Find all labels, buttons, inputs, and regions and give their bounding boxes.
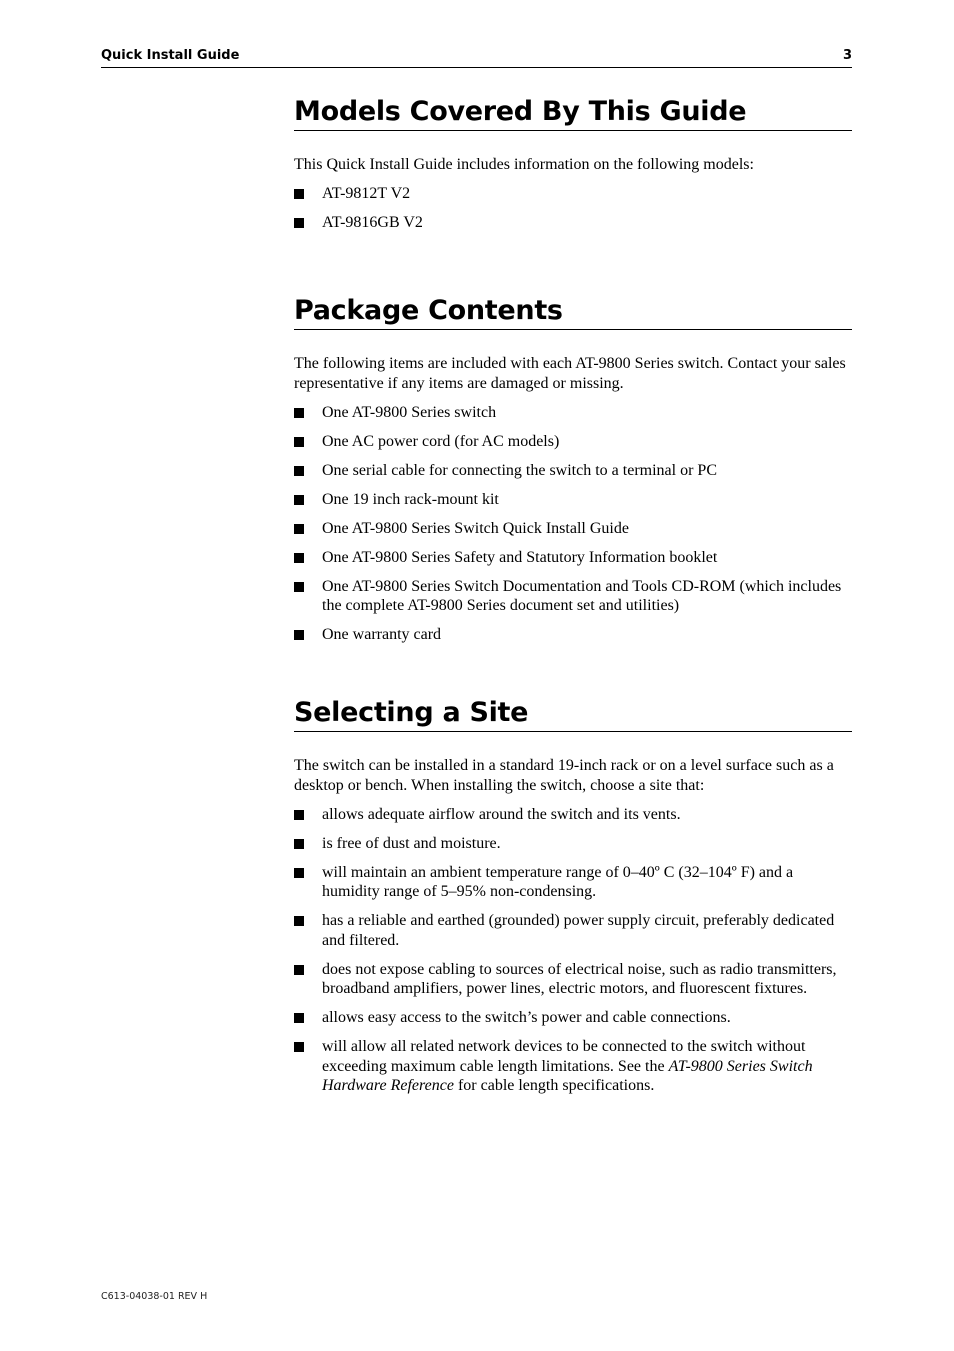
square-bullet-icon <box>294 868 304 878</box>
document-code: C613-04038-01 REV H <box>101 1291 208 1302</box>
models-heading: Models Covered By This Guide <box>294 96 852 131</box>
list-item: has a reliable and earthed (grounded) power supply circuit, preferably dedicated and filtered. <box>294 911 852 950</box>
square-bullet-icon <box>294 466 304 476</box>
section-models <box>294 96 852 233</box>
square-bullet-icon <box>294 1013 304 1023</box>
square-bullet-icon <box>294 437 304 447</box>
list-item: One 19 inch rack-mount kit <box>294 490 852 510</box>
list-item: One AT-9800 Series Safety and Statutory Information booklet <box>294 548 852 568</box>
models-list <box>294 184 852 233</box>
square-bullet-icon <box>294 495 304 505</box>
section-selecting-site <box>294 697 852 1096</box>
models-intro: This Quick Install Guide includes information on the following models: <box>294 156 754 174</box>
list-item: allows adequate airflow around the switch and its vents. <box>294 805 852 825</box>
square-bullet-icon <box>294 189 304 199</box>
page-content <box>294 96 852 1096</box>
running-header <box>101 48 852 68</box>
list-item: One AC power cord (for AC models) <box>294 432 852 452</box>
list-item: One AT-9800 Series Switch Quick Install Guide <box>294 519 852 539</box>
list-item: is free of dust and moisture. <box>294 834 852 854</box>
list-item: allows easy access to the switch’s power and cable connections. <box>294 1008 852 1028</box>
list-item: One AT-9800 Series switch <box>294 403 852 423</box>
square-bullet-icon <box>294 916 304 926</box>
square-bullet-icon <box>294 524 304 534</box>
square-bullet-icon <box>294 218 304 228</box>
list-item: AT-9812T V2 <box>294 184 852 204</box>
list-item: does not expose cabling to sources of electrical noise, such as radio transmitters, broadband amplifiers, power lines, electric motors, and fluorescent fixtures. <box>294 960 852 999</box>
square-bullet-icon <box>294 810 304 820</box>
square-bullet-icon <box>294 630 304 640</box>
site-intro: The switch can be installed in a standard 19-inch rack or on a level surface such as a desktop or bench. When installing the switch, choose a site that: <box>294 757 834 794</box>
list-item: One serial cable for connecting the switch to a terminal or PC <box>294 461 852 481</box>
list-item: One AT-9800 Series Switch Documentation and Tools CD-ROM (which includes the complete AT-9800 Series document set and utilities) <box>294 577 852 616</box>
list-item: will maintain an ambient temperature range of 0–40º C (32–104º F) and a humidity range of 5–95% non-condensing. <box>294 863 852 902</box>
square-bullet-icon <box>294 408 304 418</box>
page-number: 3 <box>842 48 852 63</box>
site-heading: Selecting a Site <box>294 697 852 732</box>
section-package-contents <box>294 295 852 645</box>
package-heading: Package Contents <box>294 295 852 330</box>
square-bullet-icon <box>294 839 304 849</box>
list-item: AT-9816GB V2 <box>294 213 852 233</box>
package-intro: The following items are included with each AT-9800 Series switch. Contact your sales representative if any items are damaged or missing. <box>294 355 846 392</box>
list-item: will allow all related network devices to be connected to the switch without exceeding maximum cable length limitations. See the AT-9800 Series Switch Hardware Reference for cable length specifications. <box>294 1037 852 1096</box>
hardware-reference-title: AT-9800 Series Switch Hardware Reference <box>322 1057 813 1095</box>
list-item: One warranty card <box>294 625 852 645</box>
header-title: Quick Install Guide <box>101 48 240 63</box>
package-list <box>294 403 852 645</box>
square-bullet-icon <box>294 582 304 592</box>
square-bullet-icon <box>294 1042 304 1052</box>
square-bullet-icon <box>294 965 304 975</box>
site-list <box>294 805 852 1096</box>
square-bullet-icon <box>294 553 304 563</box>
